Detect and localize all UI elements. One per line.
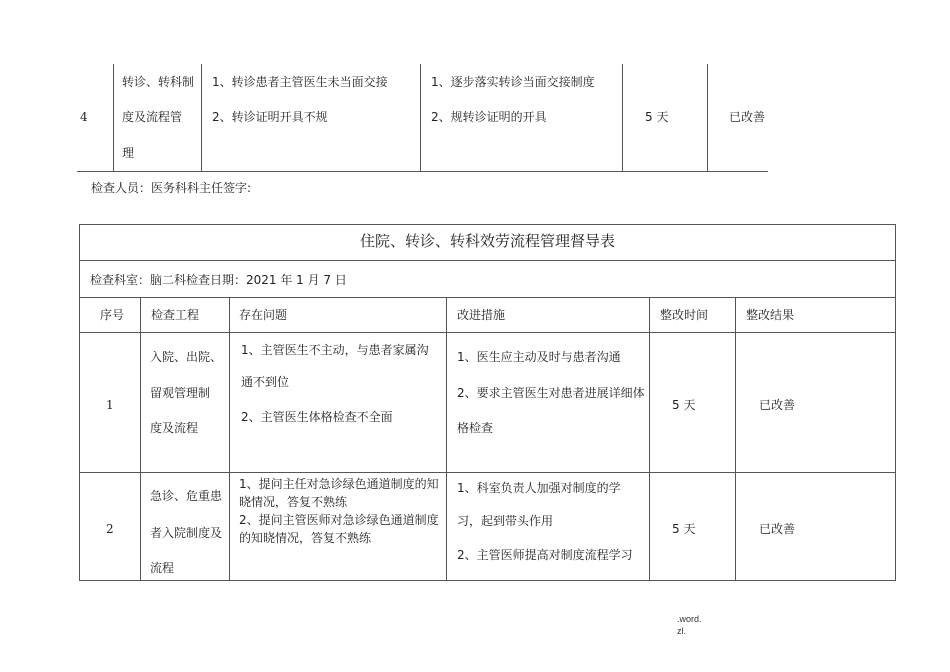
problem-line: 晓情况，答复不熟练 xyxy=(239,495,348,509)
rectify-time: 5 天 xyxy=(672,522,696,536)
table-border xyxy=(79,472,896,473)
header-problem: 存在问题 xyxy=(239,308,288,322)
measure-line: 格检查 xyxy=(457,421,494,435)
row-index: 2 xyxy=(106,522,114,536)
problem-line: 通不到位 xyxy=(241,375,290,389)
measure-line: 1、逐步落实转诊当面交接制度 xyxy=(431,75,595,89)
column-divider xyxy=(229,297,230,581)
header-measure: 改进措施 xyxy=(457,308,506,322)
inspector-signature-line: 检查人员：医务科科主任签字: xyxy=(91,181,252,195)
problem-line: 2、提问主管医师对急诊绿色通道制度 xyxy=(239,513,439,527)
item-line: 者入院制度及 xyxy=(150,526,223,540)
header-index: 序号 xyxy=(100,308,125,322)
item-line: 入院、出院、 xyxy=(150,350,223,364)
problem-line: 的知晓情况，答复不熟练 xyxy=(239,531,372,545)
problem-line: 1、主管医生不主动，与患者家属沟 xyxy=(241,343,429,357)
top-table-divider xyxy=(201,64,202,172)
top-table-divider xyxy=(707,64,708,172)
header-time: 整改时间 xyxy=(660,308,709,322)
column-divider xyxy=(649,297,650,581)
measure-line: 1、医生应主动及时与患者沟通 xyxy=(457,350,621,364)
problem-line: 1、转诊患者主管医生未当面交接 xyxy=(212,75,388,89)
measure-line: 习，起到带头作用 xyxy=(457,514,554,528)
table-border xyxy=(79,297,896,298)
footer-mark: .word. xyxy=(677,614,702,624)
item-line: 流程 xyxy=(150,561,175,575)
table-border xyxy=(79,224,896,225)
rectify-time: 5 天 xyxy=(645,110,669,124)
column-divider xyxy=(446,297,447,581)
item-line: 度及流程 xyxy=(150,421,199,435)
measure-line: 1、科室负责人加强对制度的学 xyxy=(457,481,621,495)
problem-line: 2、主管医生体格检查不全面 xyxy=(241,410,393,424)
row-index: 4 xyxy=(80,110,88,124)
top-table-bottom-border xyxy=(77,171,768,172)
rectify-time: 5 天 xyxy=(672,398,696,412)
column-divider xyxy=(140,297,141,581)
item-line: 转诊、转科制 xyxy=(122,75,195,89)
table-border xyxy=(79,580,896,581)
measure-line: 2、规转诊证明的开具 xyxy=(431,110,547,124)
table-border xyxy=(895,224,896,581)
top-table-divider xyxy=(113,64,114,172)
header-item: 检查工程 xyxy=(151,308,200,322)
item-line: 理 xyxy=(122,146,135,160)
problem-line: 1、提问主任对急诊绿色通道制度的知 xyxy=(239,477,439,491)
item-line: 急诊、危重患 xyxy=(150,489,223,503)
table-title: 住院、转诊、转科效劳流程管理督导表 xyxy=(359,232,615,250)
rectify-result: 已改善 xyxy=(759,398,796,412)
row-index: 1 xyxy=(106,398,114,412)
problem-line: 2、转诊证明开具不规 xyxy=(212,110,328,124)
item-line: 留观管理制 xyxy=(150,386,211,400)
rectify-result: 已改善 xyxy=(759,522,796,536)
table-border xyxy=(79,332,896,333)
footer-mark: zl. xyxy=(677,626,686,636)
column-divider xyxy=(735,297,736,581)
rectify-result: 已改善 xyxy=(729,110,766,124)
table-border xyxy=(79,260,896,261)
top-table-divider xyxy=(420,64,421,172)
table-subtitle: 检查科室：脑二科检查日期：2021 年 1 月 7 日 xyxy=(90,273,347,287)
measure-line: 2、主管医师提高对制度流程学习 xyxy=(457,548,633,562)
measure-line: 2、要求主管医生对患者进展详细体 xyxy=(457,386,645,400)
header-result: 整改结果 xyxy=(746,308,795,322)
item-line: 度及流程管 xyxy=(122,110,183,124)
top-table-divider xyxy=(622,64,623,172)
table-border xyxy=(79,224,80,581)
